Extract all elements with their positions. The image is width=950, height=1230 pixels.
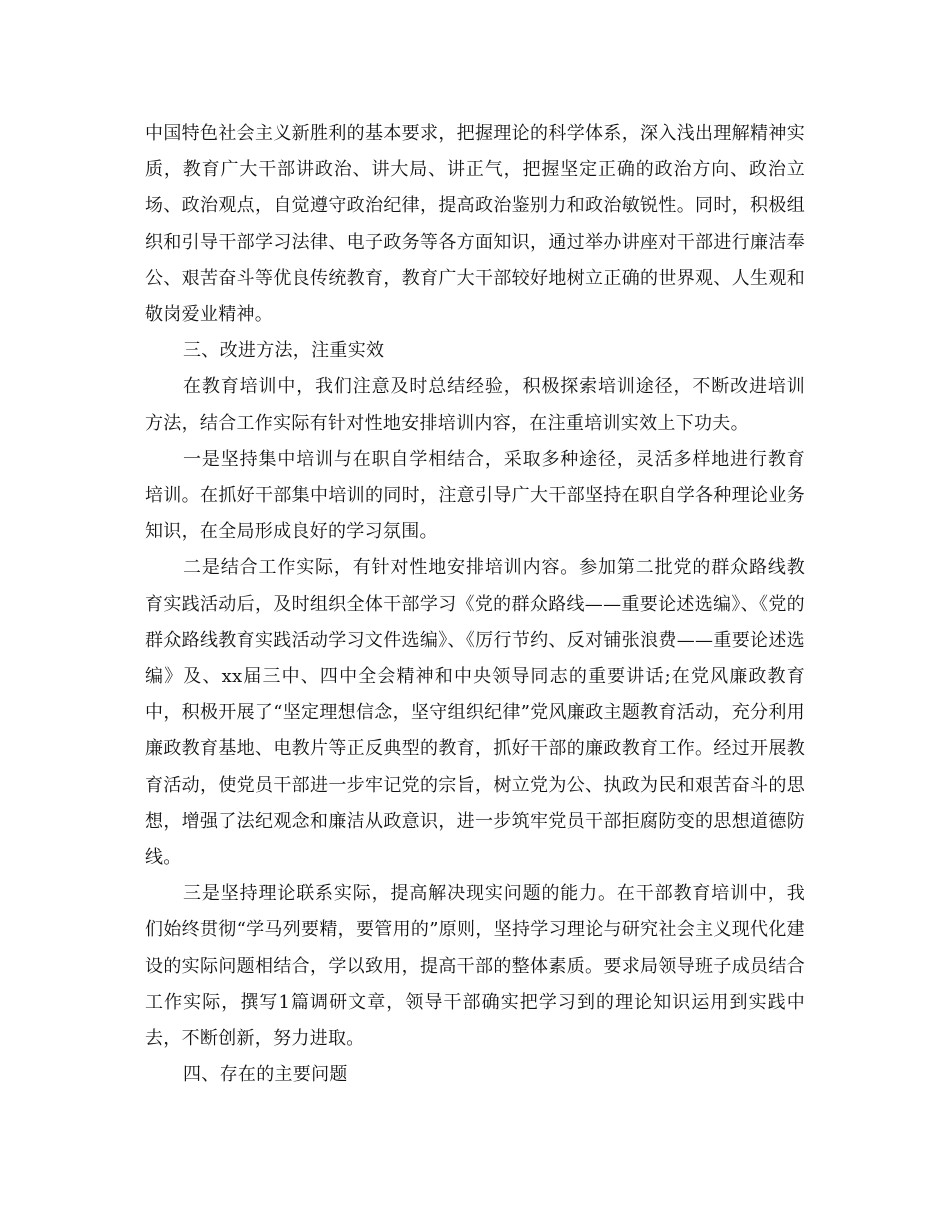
paragraph: 一是坚持集中培训与在职自学相结合，采取多种途径，灵活多样地进行教育培训。在抓好干部集中培训的同时，注意引导广大干部坚持在职自学各种理论业务知识，在全局形成良好的学习氛围。	[145, 448, 805, 543]
section-heading-4: 四、存在的主要问题	[183, 1064, 348, 1086]
paragraph: 三是坚持理论联系实际，提高解决现实问题的能力。在干部教育培训中，我们始终贯彻“学马列要精，要管用的”原则，坚持学习理论与研究社会主义现代化建设的实际问题相结合，学以致用，提高干部的整体素质。要求局领导班子成员结合工作实际，撰写1篇调研文章，领导干部确实把学习到的理论知识运用到实践中去，不断创新，努力进取。	[145, 883, 805, 1050]
paragraph-continuation: 中国特色社会主义新胜利的基本要求，把握理论的科学体系，深入浅出理解精神实质，教育广大干部讲政治、讲大局、讲正气，把握坚定正确的政治方向、政治立场、政治观点，自觉遵守政治纪律，提高政治鉴别力和政治敏锐性。同时，积极组织和引导干部学习法律、电子政务等各方面知识，通过举办讲座对干部进行廉洁奉公、艰苦奋斗等优良传统教育，教育广大干部较好地树立正确的世界观、人生观和敬岗爱业精神。	[145, 123, 805, 326]
section-heading-3: 三、改进方法，注重实效	[183, 340, 385, 362]
paragraph: 二是结合工作实际，有针对性地安排培训内容。参加第二批党的群众路线教育实践活动后，及时组织全体干部学习《党的群众路线——重要论述选编》、《党的群众路线教育实践活动学习文件选编》、《厉行节约、反对铺张浪费——重要论述选编》及、xx届三中、四中全会精神和中央领导同志的重要讲话;在党风廉政教育中，积极开展了“坚定理想信念，坚守组织纪律”党风廉政主题教育活动，充分利用廉政教育基地、电教片等正反典型的教育，抓好干部的廉政教育工作。经过开展教育活动，使党员干部进一步牢记党的宗旨，树立党为公、执政为民和艰苦奋斗的思想，增强了法纪观念和廉洁从政意识，进一步筑牢党员干部拒腐防变的思想道德防线。	[145, 557, 805, 869]
document-body	[145, 116, 805, 1093]
paragraph: 在教育培训中，我们注意及时总结经验，积极探索培训途径，不断改进培训方法，结合工作实际有针对性地安排培训内容，在注重培训实效上下功夫。	[145, 376, 805, 434]
